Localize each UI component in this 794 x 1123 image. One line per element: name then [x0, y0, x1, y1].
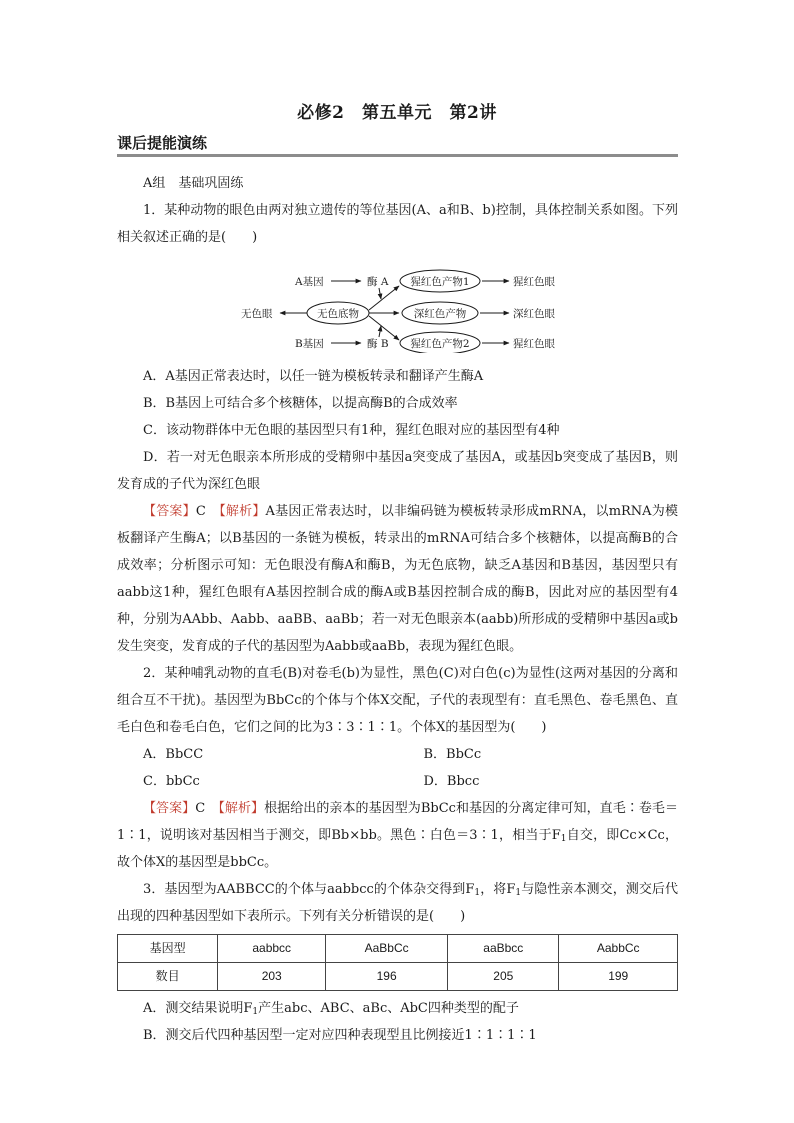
branch-to-product1: [369, 286, 399, 310]
table-cell: 203: [218, 963, 326, 991]
section-heading: 课后提能演练: [117, 134, 208, 152]
enzyme-a-to-branch: [379, 288, 381, 299]
q3-stem-sub2: 1: [515, 888, 522, 898]
q3-stem-part2: ，将F: [480, 882, 516, 897]
enzyme-b-to-branch: [379, 326, 381, 337]
table-cell: AaBbCc: [326, 935, 448, 963]
q2-options-row-1: [117, 741, 678, 768]
q3-stem-part1: 3．基因型为AABBCC的个体与aabbcc的个体杂交得到F: [143, 882, 475, 897]
table-cell: 196: [326, 963, 448, 991]
product-dark-label: 深红色产物: [413, 308, 467, 320]
q3-option-a-sub: 1: [252, 1007, 259, 1017]
colorless-eye-label: 无色眼: [241, 308, 273, 320]
eye-color-pathway-diagram: [117, 255, 678, 353]
table-row: [118, 935, 678, 963]
q3-option-a-part2: 产生abc、ABC、aBc、AbC四种类型的配子: [258, 1001, 519, 1016]
q1-answer-analysis: [117, 498, 678, 660]
eye-scarlet2-label: 猩红色眼: [513, 338, 555, 350]
enzyme-a-label: 酶 A: [367, 276, 389, 288]
enzyme-b-label: 酶 B: [367, 338, 389, 350]
q3-stem-sub1: 1: [474, 888, 481, 898]
group-a-label: A组 基础巩固练: [143, 176, 244, 191]
table-header-label: 基因型: [118, 935, 218, 963]
q2-answer-analysis: [117, 795, 678, 876]
q2-option-d: D．Bbcc: [423, 774, 480, 789]
substrate-label: 无色底物: [317, 308, 359, 320]
eye-dark-label: 深红色眼: [513, 308, 555, 320]
q3-option-a-part1: A．测交结果说明F: [143, 1001, 253, 1016]
table-count-label: 数目: [118, 963, 218, 991]
page-title: 必修2 第五单元 第2讲: [297, 103, 497, 123]
q3-option-a: [117, 995, 678, 1022]
q2-analysis-sub: 1: [560, 834, 567, 844]
section-rule: [117, 154, 678, 157]
genotype-table: [117, 934, 678, 991]
table-cell: 199: [559, 963, 678, 991]
product1-label: 猩红色产物1: [410, 276, 470, 288]
gene-b-label: B基因: [295, 338, 324, 350]
q2-option-b: B．BbCc: [423, 747, 482, 762]
q1-answer-tag: 【答案】: [143, 504, 196, 519]
q1-option-b: B．B基因上可结合多个核糖体，以提高酶B的合成效率: [143, 396, 458, 411]
q2-option-c: C．bbCc: [143, 774, 200, 789]
q1-option-d: D．若一对无色眼亲本所形成的受精卵中基因a突变成了基因A，或基因b突变成了基因B，则发育成的子代为深红色眼: [117, 450, 678, 492]
product2-label: 猩红色产物2: [410, 338, 470, 350]
q2-analysis-tag: 【解析】: [218, 801, 265, 816]
q1-analysis-tag: 【解析】: [219, 504, 266, 519]
q3-option-b: B．测交后代四种基因型一定对应四种表现型且比例接近1∶1∶1∶1: [143, 1028, 537, 1043]
table-cell: AabbCc: [559, 935, 678, 963]
gene-a-label: A基因: [295, 276, 324, 288]
q3-stem-part3: 与隐性亲本测交，测交后代出现的四种基因型如下表所示。下列有关分析错误的是( ): [117, 882, 678, 924]
q2-options-row-2: [117, 768, 678, 795]
q2-answer: C: [195, 801, 206, 816]
q2-option-a: A．BbCC: [143, 747, 204, 762]
branch-to-product2: [369, 316, 399, 340]
q1-answer: C: [195, 504, 206, 519]
q1-stem: 1．某种动物的眼色由两对独立遗传的等位基因(A、a和B、b)控制，具体控制关系如图。下列相关叙述正确的是( ): [117, 203, 678, 245]
table-cell: 205: [448, 963, 559, 991]
q2-stem: 2．某种哺乳动物的直毛(B)对卷毛(b)为显性，黑色(C)对白色(c)为显性(这两对基因的分离和组合互不干扰)。基因型为BbCc的个体与个体X交配，子代的表现型有：直毛黑色、卷毛黑色、直毛白色和卷毛白色，它们之间的比为3∶3∶1∶1。个体X的基因型为( ): [117, 666, 678, 735]
document-body: [117, 170, 678, 1049]
q3-stem: [117, 876, 678, 930]
q1-option-a: A．A基因正常表达时，以任一链为模板转录和翻译产生酶A: [143, 369, 484, 384]
q1-option-c: C．该动物群体中无色眼的基因型只有1种，猩红色眼对应的基因型有4种: [143, 423, 560, 438]
table-row: [118, 963, 678, 991]
table-cell: aaBbcc: [448, 935, 559, 963]
q2-answer-tag: 【答案】: [143, 801, 196, 816]
q2-analysis-part1: 根据给出的亲本的基因型为BbCc和基因的分离定律可知，直毛∶卷毛＝1∶1，说明该对基因相当于测交，即Bb×bb。黑色∶白色＝3∶1，相当于F: [117, 801, 678, 843]
table-cell: aabbcc: [218, 935, 326, 963]
q1-analysis: A基因正常表达时，以非编码链为模板转录形成mRNA，以mRNA为模板翻译产生酶A；以B基因的一条链为模板，转录出的mRNA可结合多个核糖体，以提高酶B的合成效率；分析图示可知：无色眼没有酶A和酶B，为无色底物，缺乏A基因和B基因，基因型只有aabb这1种，猩红色眼有A基因控制合成的酶A或B基因控制合成的酶B，因此对应的基因型有4种，分别为AAbb、Aabb、aaBB、aaBb；若一对无色眼亲本(aabb)所形成的受精卵中基因a或b发生突变，发育成的子代的基因型为Aabb或aaBb，表现为猩红色眼。: [117, 504, 678, 654]
q2-analysis-part2: 自交，即Cc×Cc，故个体X的基因型是bbCc。: [117, 828, 678, 870]
pathway-svg: [117, 255, 678, 353]
eye-scarlet1-label: 猩红色眼: [513, 276, 555, 288]
